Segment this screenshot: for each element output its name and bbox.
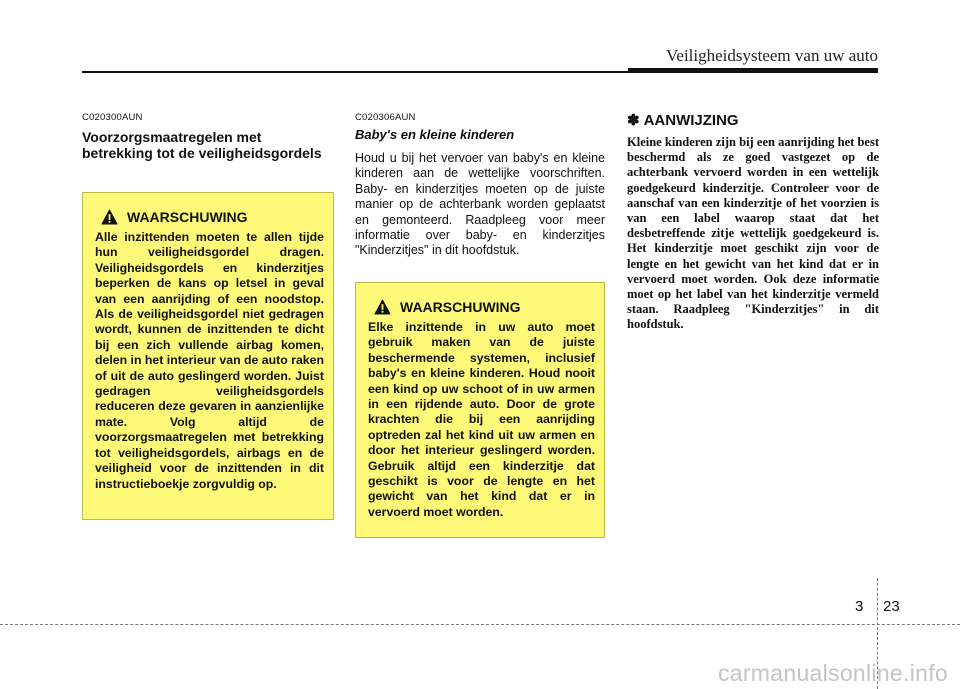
warning-box-children xyxy=(355,282,605,538)
note-star-icon: ✽ xyxy=(627,112,640,129)
page-chapter-number: 3 xyxy=(855,598,864,615)
section-title: Voorzorgsmaatregelen met betrekking tot de veiligheidsgordels xyxy=(82,129,322,161)
section-code: C020300AUN xyxy=(82,112,143,123)
section-subtitle: Baby's en kleine kinderen xyxy=(355,127,515,142)
section-body: Houd u bij het vervoer van baby's en kleine kinderen aan de wettelijke voorschriften. Baby- en kinderzitjes moeten op de juiste manier op de achterbank worden geplaatst en gemonteerd. Raadpleeg voor meer informatie over baby- en kinderzitjes "Kinderzitjes" in dit hoofdstuk. xyxy=(355,151,605,258)
warning-title: WAARSCHUWING xyxy=(127,209,248,225)
column-babies-children xyxy=(355,112,605,259)
column-note xyxy=(627,112,879,333)
watermark: carmanualsonline.info xyxy=(717,660,948,686)
note-title: AANWIJZING xyxy=(643,112,739,129)
warning-header xyxy=(95,207,324,227)
header-rule-accent xyxy=(628,68,878,73)
note-text: Kleine kinderen zijn bij een aanrijding het best beschermd als ze goed vastgezet op de achterbank vervoerd worden in een wettelijk goedgekeurd kinderzitje. Controleer voor de aanschaf van een kinderzitje of het voorzien is van een label waarop staat dat het desbetreffende zitje wettelijk goedgekeurd is. Het kinderzitje moet geschikt zijn voor de lengte en het gewicht van het kind dat er in vervoerd moet worden. Ook deze informatie moet op het label van het kinderzitje vermeld staan. Raadpleeg "Kinderzitjes" in dit hoofdstuk. xyxy=(627,135,879,332)
warning-triangle-icon xyxy=(374,299,391,315)
warning-triangle-icon xyxy=(101,209,118,225)
warning-box-seatbelts xyxy=(82,192,334,520)
column-seatbelt-precautions xyxy=(82,112,334,161)
note-heading xyxy=(627,112,879,130)
section-code: C020306AUN xyxy=(355,112,416,123)
warning-title: WAARSCHUWING xyxy=(400,299,521,315)
warning-text: Elke inzittende in uw auto moet gebruik maken van de juiste beschermende systemen, inclusief baby's en kleine kinderen. Houd nooit een kind op uw schoot of in uw armen in een rijdende auto. Door de grote krachten die bij een aanrijding optreden zal het kind uit uw armen en door het interieur geslingerd worden. Gebruik altijd een kinderzitje dat geschikt is voor de lengte en het gewicht van het kind dat er in vervoerd moet worden. xyxy=(368,320,595,519)
chapter-header-title: Veiligheidsysteem van uw auto xyxy=(666,46,878,65)
warning-header xyxy=(368,297,595,317)
footer-rule xyxy=(0,624,960,625)
warning-text: Alle inzittenden moeten te allen tijde hun veiligheidsgordel dragen. Veiligheidsgordels en kinderzitjes beperken de kans op letsel in geval van een aanrijding of een noodstop. Als de veiligheidsgordel niet gedragen wordt, kunnen de inzittenden te dicht bij een zich vullende airbag komen, delen in het interieur van de auto raken of uit de auto geslingerd worden. Juist gedragen veiligheidsgordels reduceren deze gevaren in aanzienlijke mate. Volg altijd de voorzorgsmaatregelen met betrekking tot veiligheidsgordels, airbags en de veiligheid voor de inzittenden in dit instructieboekje zorgvuldig op. xyxy=(95,230,324,491)
page-number: 23 xyxy=(883,598,900,615)
